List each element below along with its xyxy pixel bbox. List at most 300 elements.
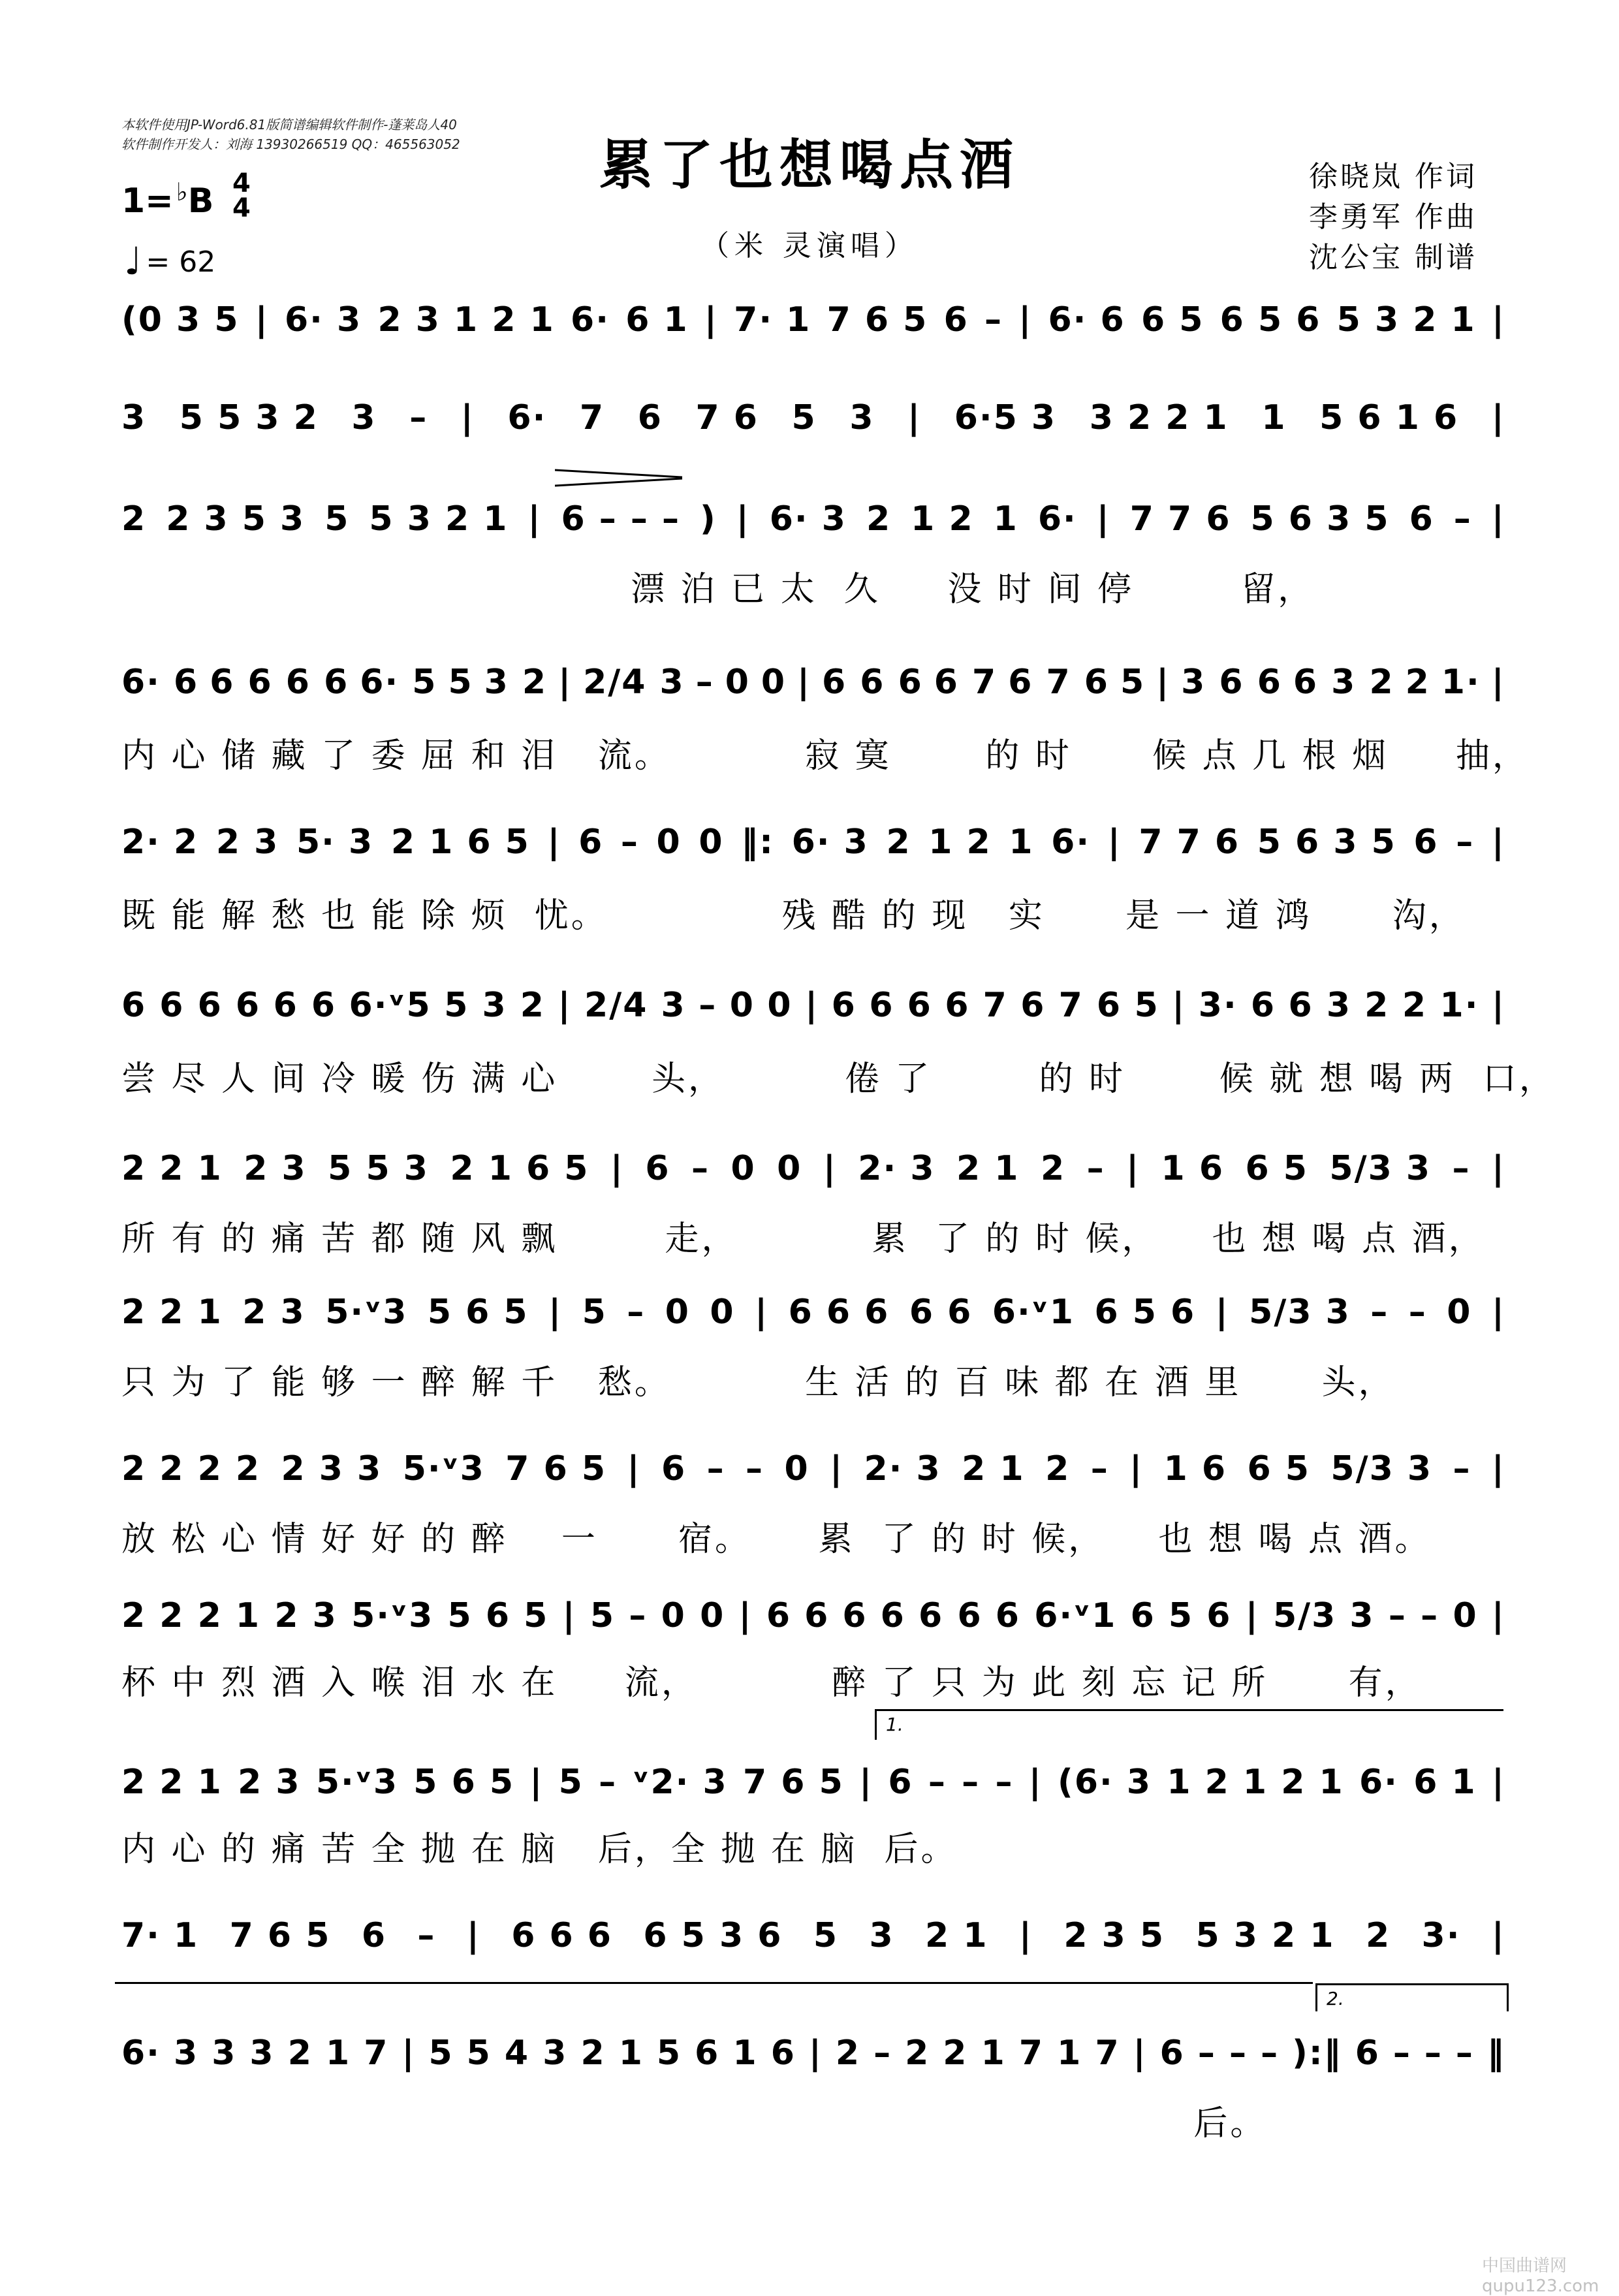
note-row	[121, 1436, 1505, 1502]
note-group: –	[995, 1763, 1014, 1802]
note-group: 5	[428, 2034, 454, 2073]
note-group: 2	[1045, 1449, 1071, 1488]
note-group: 2 3	[244, 1149, 307, 1188]
notation-line-8	[121, 1280, 1505, 1345]
note-group: 6 7 6	[1020, 986, 1122, 1025]
barline: |	[1156, 663, 1171, 702]
note-row	[121, 810, 1505, 875]
note-group: 6 3 2	[1293, 663, 1394, 702]
barline: ):‖	[1292, 2034, 1342, 2073]
note-group: 2 1	[956, 1149, 1020, 1188]
note-group: 1·	[1441, 663, 1481, 702]
note-group: 1 6	[1163, 1449, 1227, 1488]
note-group: 2 1 6 5	[450, 1149, 589, 1188]
note-group: 2 1	[962, 1449, 1025, 1488]
note-group: 3 2 2 1	[1089, 398, 1229, 437]
barline: |	[1018, 300, 1033, 339]
barline: |	[1018, 1916, 1033, 1955]
note-group: 2 3 5	[1063, 1916, 1165, 1955]
note-group: 2	[1405, 663, 1430, 702]
note-group: 6 3 2	[1288, 986, 1390, 1025]
software-credit-line1: 本软件使用JP-Word6.81版简谱编辑软件制作-蓬莱岛人40	[121, 117, 457, 133]
note-group: 7· 1	[121, 1916, 199, 1955]
barline: |	[1126, 1149, 1140, 1188]
author-credits	[1309, 157, 1477, 278]
note-group: 6·	[571, 300, 610, 339]
note-group: 6 6 6	[788, 1293, 890, 1332]
note-group: 2· 3	[858, 1149, 935, 1188]
note-group: 6 7	[945, 986, 1008, 1025]
first-ending-bracket	[875, 1709, 1503, 1740]
software-credit-line2: 软件制作开发人：刘海 13930266519 QQ：465563052	[121, 136, 460, 152]
note-group: 3	[351, 398, 377, 437]
note-group: –	[1408, 1293, 1427, 1332]
note-group: 5 6 5	[427, 1293, 529, 1332]
barline: |	[558, 663, 573, 702]
note-group: –	[417, 1916, 436, 1955]
note-group: –	[1392, 2034, 1411, 2073]
note-group: –	[1455, 2034, 1474, 2073]
note-group: –	[629, 1596, 648, 1635]
note-group: 6	[1355, 2034, 1380, 2073]
note-group: 6	[637, 398, 663, 437]
note-group: 2 3 1 2 1	[377, 300, 555, 339]
note-group: 5 6 3 5	[1250, 499, 1390, 539]
note-group: –	[1456, 823, 1475, 862]
note-group: 7 7 6	[1129, 499, 1231, 539]
note-group: –	[1424, 2034, 1443, 2073]
note-group: 2 3 3	[281, 1449, 383, 1488]
barline: |	[808, 2034, 823, 2073]
note-group: 5	[582, 1293, 607, 1332]
note-group: 3 2 1 7	[249, 2034, 389, 2073]
note-group: –	[1090, 1449, 1109, 1488]
note-group: (6· 3	[1058, 1763, 1152, 1802]
barline: |	[907, 398, 922, 437]
note-group: 6	[943, 300, 969, 339]
note-group: 2 1 6 5	[390, 823, 530, 862]
notation-line-13	[121, 2021, 1505, 2086]
note-group: –	[873, 2034, 892, 2073]
key-signature	[121, 178, 213, 221]
decrescendo-hairpin-icon	[555, 469, 685, 488]
note-group: 2 2 2 2	[121, 1449, 261, 1488]
lyric-line-10: 杯 中 烈 酒 入 喉 泪 水 在 流， 醉 了 只 为 此 刻 忘 记 所 有，	[121, 1663, 1422, 1703]
barline: |	[1129, 1449, 1144, 1488]
note-group: –	[1452, 1149, 1471, 1188]
note-group: 5	[589, 1596, 616, 1635]
note-group: –	[962, 1763, 981, 1802]
barline: ‖:	[741, 823, 774, 862]
note-group: 7· 1	[734, 300, 811, 339]
barline: |	[1215, 1293, 1229, 1332]
note-group: 1	[618, 2034, 644, 2073]
note-group: 5 6 5	[413, 1763, 515, 1802]
key-note: B	[187, 181, 214, 221]
note-group: 2/4 3	[583, 663, 685, 702]
barline: |	[627, 1449, 641, 1488]
note-group: 6 6 6	[822, 663, 923, 702]
time-signature-top: 4	[232, 168, 251, 198]
note-group: 6 6 6 6	[121, 986, 261, 1025]
note-group: 2 3	[238, 1763, 301, 1802]
note-group: 6 – – –	[561, 499, 680, 539]
barline: |	[805, 986, 819, 1025]
barline: |	[527, 499, 542, 539]
note-group: 5	[1134, 986, 1159, 1025]
notation-line-5	[121, 810, 1505, 875]
repeat-span-line	[115, 1982, 1313, 1984]
notation-line-11	[121, 1750, 1505, 1815]
barline: |	[1491, 1149, 1505, 1188]
note-group: 0	[665, 1293, 690, 1332]
note-group: 2 2 2 1	[121, 1596, 261, 1635]
notation-line-7	[121, 1136, 1505, 1201]
note-group: –	[984, 300, 1003, 339]
note-group: 0	[1447, 1293, 1472, 1332]
barline: |	[1172, 986, 1186, 1025]
lyric-line-5: 既 能 解 愁 也 能 除 烦 忧。 残 酷 的 现 实 是 一 道 鸿 沟，	[121, 896, 1466, 936]
note-group: –	[695, 663, 714, 702]
note-group: 1	[1261, 398, 1287, 437]
note-group: 5 6 1 6	[1319, 398, 1459, 437]
note-group: 1 2	[911, 499, 974, 539]
note-group: –	[620, 823, 639, 862]
note-group: 6·	[1051, 823, 1091, 862]
transcriber-credit: 沈公宝 制谱	[1309, 241, 1477, 274]
note-group: 3 3	[173, 2034, 237, 2073]
note-group: 5·ᵛ3	[325, 1293, 408, 1332]
note-group: –	[599, 1763, 618, 1802]
note-group: –	[1086, 1149, 1105, 1188]
note-group: 6 6	[273, 986, 337, 1025]
note-group: 5 3 2 1	[1195, 1916, 1335, 1955]
note-group: 5	[813, 1916, 839, 1955]
note-group: 2 1 7 1 7	[943, 2034, 1120, 2073]
barline: |	[562, 1596, 576, 1635]
lyric-line-13: 后。	[121, 2104, 1267, 2143]
flat-icon: ♭	[176, 178, 188, 206]
barline: |	[1133, 2034, 1147, 2073]
note-group: 7 7 6	[1139, 823, 1240, 862]
lyric-line-9: 放 松 心 情 好 好 的 醉 一 宿。 累 了 的 时 候， 也 想 喝 点 酒。	[121, 1520, 1432, 1559]
note-group: 6 6	[957, 1596, 1020, 1635]
notation-line-2	[121, 385, 1505, 450]
barline: |	[1491, 823, 1505, 862]
note-group: –	[1421, 1596, 1439, 1635]
lyricist-credit: 徐晓岚 作词	[1309, 160, 1477, 193]
note-group: 6 6 6	[511, 1916, 612, 1955]
note-group: 5/3 3	[1329, 1149, 1432, 1188]
time-signature-bottom: 4	[232, 193, 251, 223]
note-group: 1	[1009, 823, 1034, 862]
note-group: 1	[993, 499, 1018, 539]
barline: |	[1491, 1916, 1505, 1955]
note-row	[121, 1280, 1505, 1345]
note-group: 6 6	[909, 1293, 973, 1332]
barline: |	[255, 300, 269, 339]
barline: |	[610, 1149, 624, 1188]
note-group: 6· 6	[121, 663, 199, 702]
watermark: 中国曲谱网 qupu123.com	[1482, 2256, 1599, 2296]
lyric-line-3: 漂 泊 已 太 久 没 时 间 停 留，	[121, 570, 1315, 609]
barline: |	[823, 1149, 837, 1188]
note-group: )	[699, 499, 717, 539]
note-group: –	[691, 1149, 710, 1188]
note-group: 3 2	[484, 663, 548, 702]
notation-line-1	[121, 287, 1505, 353]
note-row	[121, 1583, 1505, 1648]
note-group: 0	[699, 823, 724, 862]
barline: |	[548, 1293, 563, 1332]
note-group: 6	[361, 1916, 386, 1955]
singer-credit: （米 灵演唱）	[700, 229, 919, 262]
note-group: 5 6 3 5	[1257, 823, 1396, 862]
note-group: 5·ᵛ3	[402, 1449, 485, 1488]
note-group: 6 6 6 6 6	[766, 1596, 944, 1635]
note-group: –	[1370, 1293, 1389, 1332]
note-group: 6· 3	[769, 499, 847, 539]
note-group: 5 5 3 2	[179, 398, 319, 437]
note-group: 2	[1402, 986, 1428, 1025]
note-group: 2 2 1	[121, 1763, 223, 1802]
note-group: (0 3 5	[121, 300, 240, 339]
note-group: 6 5	[1140, 300, 1204, 339]
note-group: 5 3 2	[444, 986, 545, 1025]
note-group: ᵛ2· 3	[632, 1763, 728, 1802]
note-group: 7 6 5	[229, 1916, 331, 1955]
lyric-line-11: 内 心 的 痛 苦 全 抛 在 脑 后，全 抛 在 脑 后。	[121, 1830, 958, 1869]
note-group: 6 7	[934, 663, 998, 702]
note-group: 6· 3	[285, 300, 362, 339]
note-group: 5·ᵛ3	[315, 1763, 398, 1802]
note-group: 0	[661, 1596, 686, 1635]
barline: |	[704, 300, 718, 339]
note-group: 6·	[1359, 1763, 1398, 1802]
note-group: 2· 3	[864, 1449, 941, 1488]
note-group: 5·ᵛ3	[351, 1596, 434, 1635]
note-group: 5/3 3	[1249, 1293, 1351, 1332]
note-group: 5· 3	[296, 823, 374, 862]
note-group: 3 6 6	[1181, 663, 1282, 702]
note-group: 6·	[121, 2034, 161, 2073]
lyric-line-7: 所 有 的 痛 苦 都 随 风 飘 走， 累 了 的 时 候， 也 想 喝 点 酒，	[121, 1219, 1485, 1259]
note-group: 2 3 5 3	[166, 499, 306, 539]
barline: |	[1491, 1449, 1505, 1488]
note-group: 5/3 3	[1272, 1596, 1375, 1635]
note-group: 0	[777, 1149, 802, 1188]
note-group: 6 1	[625, 300, 689, 339]
note-group: 6·ᵛ1	[1034, 1596, 1117, 1635]
note-group: 2	[886, 823, 911, 862]
notation-line-4	[121, 650, 1505, 715]
barline: |	[1491, 300, 1505, 339]
note-group: 6·	[1037, 499, 1077, 539]
note-group: –	[1388, 1596, 1407, 1635]
note-group: 7 6 5	[505, 1449, 607, 1488]
second-ending-bracket	[1315, 1983, 1509, 2011]
note-group: 5 3 2 1	[369, 499, 509, 539]
note-group: 5	[558, 1763, 584, 1802]
note-group: 2	[1365, 1916, 1391, 1955]
note-group: 3·	[1421, 1916, 1461, 1955]
barline: |	[1245, 1596, 1259, 1635]
note-group: –	[1453, 1449, 1471, 1488]
second-ending-label: 2.	[1327, 1988, 1344, 2009]
note-group: 7 6	[695, 398, 759, 437]
note-group: –	[1453, 499, 1472, 539]
note-group: 5 4 3 2	[466, 2034, 606, 2073]
barline: |	[547, 823, 561, 862]
quarter-note-icon: ♩	[124, 239, 142, 283]
note-group: 6· 6	[1048, 300, 1125, 339]
barline: |	[1491, 1596, 1505, 1635]
note-group: 1·	[1439, 986, 1479, 1025]
note-group: 6	[661, 1449, 687, 1488]
note-group: 5/3 3	[1330, 1449, 1433, 1488]
lyric-line-4: 内 心 储 藏 了 委 屈 和 泪 流。 寂 寞 的 时 候 点 几 根 烟 抽，	[121, 736, 1529, 776]
barline: |	[1096, 499, 1110, 539]
note-group: 6 5	[1247, 1449, 1310, 1488]
note-group: 6	[645, 1149, 670, 1188]
first-ending-label: 1.	[886, 1714, 904, 1735]
note-group: 2 2 1	[121, 1149, 223, 1188]
note-row	[121, 486, 1505, 552]
note-group: 1 6	[1161, 1149, 1224, 1188]
barline: |	[1028, 1763, 1043, 1802]
note-group: 1 2 1 2 1	[1167, 1763, 1344, 1802]
note-group: 6	[831, 986, 857, 1025]
note-group: 6 1	[1413, 1763, 1477, 1802]
tempo-value: = 62	[146, 245, 216, 279]
note-group: 6 6 6 6	[210, 663, 349, 702]
note-group: 6	[1409, 499, 1434, 539]
note-group: 2 3	[274, 1596, 338, 1635]
note-row	[121, 973, 1505, 1038]
note-group: –	[699, 986, 717, 1025]
note-group: 3	[849, 398, 875, 437]
note-group: 3	[869, 1916, 894, 1955]
note-group: 0	[656, 823, 682, 862]
barline: |	[1491, 1763, 1505, 1802]
note-group: 2 3	[242, 1293, 306, 1332]
notation-line-3	[121, 486, 1505, 552]
barline: |	[755, 1293, 769, 1332]
note-group: 6·	[507, 398, 547, 437]
note-group: 6 5 3 6	[643, 1916, 783, 1955]
note-group: 2· 2	[121, 823, 199, 862]
barline: |	[797, 663, 811, 702]
note-row	[121, 2021, 1505, 2086]
note-group: 6·ᵛ5	[349, 986, 432, 1025]
notation-line-12	[121, 1903, 1505, 1968]
note-group: –	[627, 1293, 646, 1332]
note-group: 0	[761, 663, 787, 702]
note-group: –	[746, 1449, 764, 1488]
note-row	[121, 385, 1505, 450]
note-group: 6·ᵛ1	[992, 1293, 1075, 1332]
note-row	[121, 1750, 1505, 1815]
note-group: –	[409, 398, 428, 437]
note-row	[121, 650, 1505, 715]
note-group: 7	[579, 398, 605, 437]
note-group: –	[706, 1449, 725, 1488]
note-group: 0	[767, 986, 793, 1025]
barline: |	[529, 1763, 544, 1802]
note-group: 5	[324, 499, 350, 539]
note-group: 7 6 5	[826, 300, 928, 339]
time-signature	[232, 168, 251, 223]
note-group: 5 6 1 6	[656, 2034, 796, 2073]
notation-line-10	[121, 1583, 1505, 1648]
barline: |	[558, 986, 572, 1025]
note-group: 6	[1413, 823, 1439, 862]
notation-line-9	[121, 1436, 1505, 1502]
note-group: 6	[578, 823, 604, 862]
note-group: 5 3 2 1	[1336, 300, 1476, 339]
barline: |	[460, 398, 475, 437]
lyric-line-8: 只 为 了 能 够 一 醉 解 千 愁。 生 活 的 百 味 都 在 酒 里 头，	[121, 1363, 1395, 1402]
note-group: 0	[731, 1149, 756, 1188]
barline: |	[1491, 663, 1505, 702]
barline: |	[1107, 823, 1122, 862]
note-group: 6 5	[1245, 1149, 1308, 1188]
note-group: 0	[729, 986, 755, 1025]
note-group: 2	[835, 2034, 861, 2073]
tempo-marking	[124, 239, 215, 283]
note-group: 6· 3	[791, 823, 869, 862]
barline: |	[1491, 398, 1505, 437]
barline: |	[466, 1916, 480, 1955]
note-group: 2	[866, 499, 892, 539]
note-group: 6	[888, 1763, 913, 1802]
note-row	[121, 287, 1505, 353]
notation-line-6	[121, 973, 1505, 1038]
note-group: 2	[905, 2034, 930, 2073]
song-title: 累了也想喝点酒	[599, 134, 1020, 197]
note-group: 1 2	[928, 823, 992, 862]
barline: |	[1491, 986, 1505, 1025]
note-group: –	[928, 1763, 947, 1802]
note-group: 6 6	[869, 986, 932, 1025]
note-group: 0	[700, 1596, 725, 1635]
note-group: 6 5 6	[1094, 1293, 1196, 1332]
note-group: 0	[1453, 1596, 1478, 1635]
note-group: 2 1	[925, 1916, 988, 1955]
barline: |	[1491, 1293, 1505, 1332]
note-group: 2	[121, 499, 147, 539]
note-group: 3	[121, 398, 147, 437]
note-group: 0	[784, 1449, 810, 1488]
key-prefix: 1=	[121, 181, 174, 221]
note-group: 2	[1040, 1149, 1066, 1188]
note-row	[121, 1136, 1505, 1201]
barline: |	[738, 1596, 753, 1635]
note-group: 6 5 6	[1219, 300, 1321, 339]
barline: |	[859, 1763, 873, 1802]
barline: |	[736, 499, 750, 539]
note-group: 0	[725, 663, 750, 702]
note-row	[121, 1903, 1505, 1968]
note-group: 6 7 6	[1008, 663, 1109, 702]
note-group: 2 2 1	[121, 1293, 223, 1332]
note-group: 0	[710, 1293, 735, 1332]
note-group: 5	[791, 398, 817, 437]
barline: |	[1491, 499, 1505, 539]
note-group: 7 6 5	[743, 1763, 844, 1802]
note-group: 6·5 3	[954, 398, 1057, 437]
note-group: 2 3	[215, 823, 279, 862]
